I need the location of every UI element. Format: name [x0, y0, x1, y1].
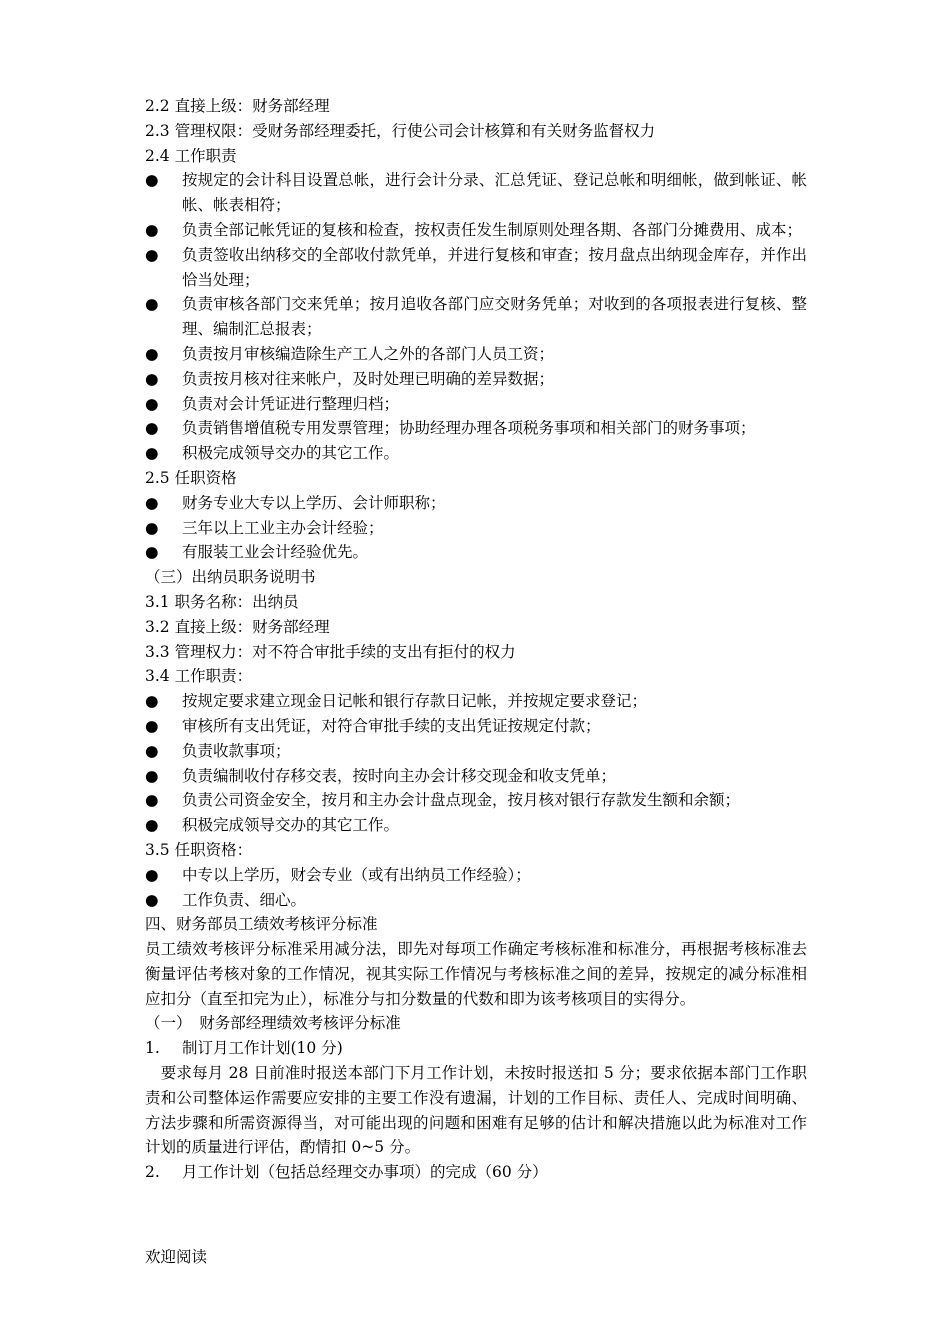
list-item — [145, 689, 807, 714]
list-item — [145, 367, 807, 392]
list-item — [145, 863, 807, 888]
duty-text: 负责对会计凭证进行整理归档； — [182, 394, 400, 413]
list-item — [145, 813, 807, 838]
bullet-icon: ● — [145, 518, 159, 537]
list-item — [145, 739, 807, 764]
list-item — [145, 416, 807, 441]
section-title-performance: 四、财务部员工绩效考核评分标准 — [145, 915, 378, 934]
qualification-text: 工作负责、细心。 — [182, 890, 307, 909]
duty-text: 负责销售增值税专用发票管理；协助经理办理各项税务事项和相关部门的财务事项； — [182, 419, 756, 438]
bullet-icon: ● — [145, 220, 159, 239]
qualification-text: 三年以上工业主办会计经验； — [182, 518, 384, 537]
list-item — [145, 218, 807, 243]
bullet-icon: ● — [145, 344, 159, 363]
numbered-item — [145, 1160, 807, 1185]
bullet-icon: ● — [145, 493, 159, 512]
duty-text: 按规定要求建立现金日记帐和银行存款日记帐，并按规定要求登记； — [182, 692, 648, 711]
bullet-icon: ● — [145, 766, 159, 785]
duty-text: 负责审核各部门交来凭单；按月追收各部门应交财务凭单；对收到的各项报表进行复核、整理、编制汇总报表； — [182, 295, 807, 339]
line-management-power: 3.3 管理权力：对不符合审批手续的支出有拒付的权力 — [145, 642, 516, 661]
duty-text: 负责按月审核编造除生产工人之外的各部门人员工资； — [182, 344, 555, 363]
list-item — [145, 392, 807, 417]
duty-text: 积极完成领导交办的其它工作。 — [182, 444, 400, 463]
item-number: 1. — [145, 1039, 160, 1058]
performance-intro-paragraph: 员工绩效考核评分标准采用减分法，即先对每项工作确定考核标准和标准分，再根据考核标准去衡量评估考核对象的工作情况，视其实际工作情况与考核标准之间的差异，按规定的减分标准相应扣分（直至扣完为止），标准分与扣分数量的代数和即为该考核项目的实得分。 — [145, 940, 807, 1008]
bullet-icon: ● — [145, 295, 159, 314]
duty-text: 负责全部记帐凭证的复核和检查，按权责任发生制原则处理各期、各部门分摊费用、成本； — [182, 220, 803, 239]
list-item — [145, 788, 807, 813]
duty-text: 负责签收出纳移交的全部收付款凭单，并进行复核和审查；按月盘点出纳现金库存，并作出恰当处理； — [182, 245, 807, 289]
list-item — [145, 714, 807, 739]
subsection-title-manager: （一） 财务部经理绩效考核评分标准 — [145, 1014, 401, 1033]
list-item — [145, 168, 807, 218]
bullet-icon: ● — [145, 171, 159, 190]
bullet-icon: ● — [145, 419, 159, 438]
line-direct-superior: 2.2 直接上级：财务部经理 — [145, 97, 330, 115]
bullet-icon: ● — [145, 741, 159, 760]
duty-text: 负责公司资金安全，按月和主办会计盘点现金，按月核对银行存款发生额和余额； — [182, 791, 741, 810]
line-direct-superior: 3.2 直接上级：财务部经理 — [145, 617, 330, 636]
item-title: 月工作计划（包括总经理交办事项）的完成（60 分） — [182, 1163, 548, 1182]
list-item — [145, 516, 807, 541]
bullet-icon: ● — [145, 791, 159, 810]
list-item — [145, 292, 807, 342]
bullet-icon: ● — [145, 890, 159, 909]
heading-job-duties: 3.4 工作职责： — [145, 667, 253, 686]
section-title-cashier: （三）出纳员职务说明书 — [145, 568, 316, 587]
numbered-item — [145, 1036, 807, 1061]
bullet-icon: ● — [145, 692, 159, 711]
qualification-text: 有服装工业会计经验优先。 — [182, 543, 369, 562]
duty-text: 积极完成领导交办的其它工作。 — [182, 816, 400, 835]
line-management-authority: 2.3 管理权限：受财务部经理委托，行使公司会计核算和有关财务监督权力 — [145, 121, 656, 140]
item-title: 制订月工作计划(10 分) — [182, 1039, 343, 1058]
page-footer: 欢迎阅读 — [145, 1248, 208, 1266]
qualification-text: 中专以上学历，财会专业（或有出纳员工作经验）； — [182, 865, 531, 884]
bullet-icon: ● — [145, 394, 159, 413]
list-item — [145, 441, 807, 466]
qualification-text: 财务专业大专以上学历、会计师职称； — [182, 493, 446, 512]
duty-text: 负责按月核对往来帐户，及时处理已明确的差异数据； — [182, 369, 555, 388]
bullet-icon: ● — [145, 444, 159, 463]
bullet-icon: ● — [145, 245, 159, 264]
document-body — [145, 94, 807, 1185]
list-item — [145, 764, 807, 789]
duty-text: 负责收款事项； — [182, 741, 291, 760]
heading-qualifications: 2.5 任职资格 — [145, 468, 237, 487]
duty-text: 审核所有支出凭证，对符合审批手续的支出凭证按规定付款； — [182, 716, 601, 735]
list-item — [145, 491, 807, 516]
bullet-icon: ● — [145, 865, 159, 884]
bullet-icon: ● — [145, 369, 159, 388]
bullet-icon: ● — [145, 816, 159, 835]
list-item — [145, 342, 807, 367]
bullet-icon: ● — [145, 716, 159, 735]
list-item — [145, 243, 807, 293]
list-item — [145, 540, 807, 565]
line-position-name: 3.1 职务名称：出纳员 — [145, 592, 299, 611]
heading-qualifications: 3.5 任职资格： — [145, 840, 253, 859]
bullet-icon: ● — [145, 543, 159, 562]
duty-text: 按规定的会计科目设置总帐，进行会计分录、汇总凭证、登记总帐和明细帐，做到帐证、帐帐、帐表相符； — [182, 171, 807, 215]
item-number: 2. — [145, 1163, 160, 1182]
duty-text: 负责编制收付存移交表，按时向主办会计移交现金和收支凭单； — [182, 766, 617, 785]
list-item — [145, 888, 807, 913]
item-paragraph: 要求每月 28 日前准时报送本部门下月工作计划，未按时报送扣 5 分；要求依据本部门工作职责和公司整体运作需要应安排的主要工作没有遗漏，计划的工作目标、责任人、完成时间明确、方法步骤和所需资源得当，对可能出现的问题和困难有足够的估计和解决措施以此为标准对工作计划的质量进行评估，酌情扣 0~5 分。 — [145, 1064, 807, 1157]
heading-job-duties: 2.4 工作职责 — [145, 146, 237, 165]
